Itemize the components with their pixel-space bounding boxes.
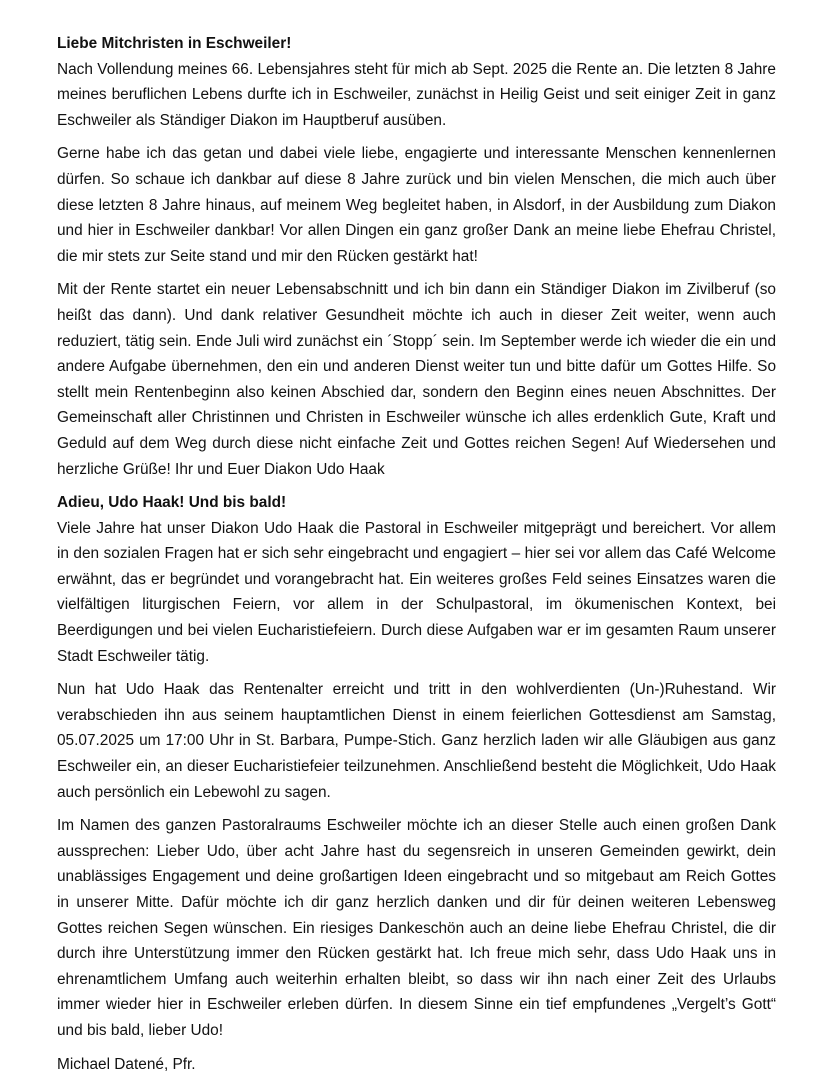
paragraph-retirement-announcement: Nach Vollendung meines 66. Lebensjahres steht für mich ab Sept. 2025 die Rente an. Die letzten 8 Jahre meines beruflichen Lebens durfte ich in Eschweiler, zunächst in Heilig Geist und seit einiger Zeit in ganz Eschweiler als Ständiger Diakon im Hauptberuf ausüben. bbox=[57, 60, 776, 129]
paragraph-new-chapter: Mit der Rente startet ein neuer Lebensabschnitt und ich bin dann ein Ständiger Diakon im Zivilberuf (so heißt das dann). Und dank relativer Gesundheit möchte ich auch in dieser Zeit weiter, wenn auch reduziert, tätig sein. Ende Juli wird zunächst ein ´Stopp´ sein. Im September werde ich wieder die ein und andere Aufgabe übernehmen, den ein und anderen Dienst weiter tun und bitte dafür um Gottes Hilfe. So stellt mein Rentenbeginn also keinen Abschied dar, sondern den Beginn eines neuen Abschnittes. Der Gemeinschaft aller Christinnen und Christen in Eschweiler wünsche ich alles erdenklich Gute, Kraft und Geduld auf dem Weg durch diese nicht einfache Zeit und Gottes reichen Segen! Auf Wiedersehen und herzliche Grüße! Ihr und Euer Diakon Udo Haak bbox=[57, 281, 776, 478]
farewell-heading: Adieu, Udo Haak! Und bis bald! bbox=[57, 494, 287, 512]
signature: Michael Datené, Pfr. bbox=[57, 1055, 196, 1073]
paragraph-pastoral-work: Viele Jahre hat unser Diakon Udo Haak die Pastoral in Eschweiler mitgeprägt und bereichert. Vor allem in den sozialen Fragen hat er sich sehr eingebracht und engagiert – hier sei vor allem das Café Welcome erwähnt, das er begründet und vorangebracht hat. Ein weiteres großes Feld seines Einsatzes waren die vielfältigen liturgischen Feiern, vor allem in der Schulpastoral, im ökumenischen Kontext, bei Beerdigungen und bei vielen Eucharistiefeiern. Durch diese Aufgaben war er im gesamten Raum unserer Stadt Eschweiler tätig. bbox=[57, 519, 776, 665]
paragraph-gratitude: Gerne habe ich das getan und dabei viele liebe, engagierte und interessante Menschen kennenlernen dürfen. So schaue ich dankbar auf diese 8 Jahre zurück und bin vielen Menschen, die mich auch über diese letzten 8 Jahre hinaus, auf meinem Weg begleitet haben, in Alsdorf, in der Ausbildung zum Diakon und hier in Eschweiler dankbar! Vor allen Dingen ein ganz großer Dank an meine liebe Ehefrau Christel, die mir stets zur Seite stand und mir den Rücken gestärkt hat! bbox=[57, 145, 776, 265]
paragraph-thanks: Im Namen des ganzen Pastoralraums Eschweiler möchte ich an dieser Stelle auch einen großen Dank aussprechen: Lieber Udo, über acht Jahre hast du segensreich in unseren Gemeinden gewirkt, dein unablässiges Engagement und deine großartigen Ideen eingebracht und so mitgebaut am Reich Gottes in unserer Mitte. Dafür möchte ich dir ganz herzlich danken und dir für deinen weiteren Lebensweg Gottes reichen Segen wünschen. Ein riesiges Dankeschön auch an deine liebe Ehefrau Christel, die dir durch ihre Unterstützung immer den Rücken gestärkt hat. Ich freue mich sehr, dass Udo Haak uns in ehrenamtlichem Umfang auch weiterhin erhalten bleibt, so dass wir ihn nach einer Zeit des Urlaubs immer wieder hier in Eschweiler erleben dürfen. In diesem Sinne ein tief empfundenes „Vergelt’s Gott“ und bis bald, lieber Udo! bbox=[57, 817, 776, 1039]
paragraph-farewell-service: Nun hat Udo Haak das Rentenalter erreicht und tritt in den wohlverdienten (Un-)Ruhestand. Wir verabschieden ihn aus seinem hauptamtlichen Dienst in einem feierlichen Gottesdienst am Samstag, 05.07.2025 um 17:00 Uhr in St. Barbara, Pumpe-Stich. Ganz herzlich laden wir alle Gläubigen aus ganz Eschweiler ein, an dieser Eucharistiefeier teilzunehmen. Anschließend besteht die Möglichkeit, Udo Haak auch persönlich ein Lebewohl zu sagen. bbox=[57, 681, 776, 801]
greeting-heading: Liebe Mitchristen in Eschweiler! bbox=[57, 35, 292, 52]
